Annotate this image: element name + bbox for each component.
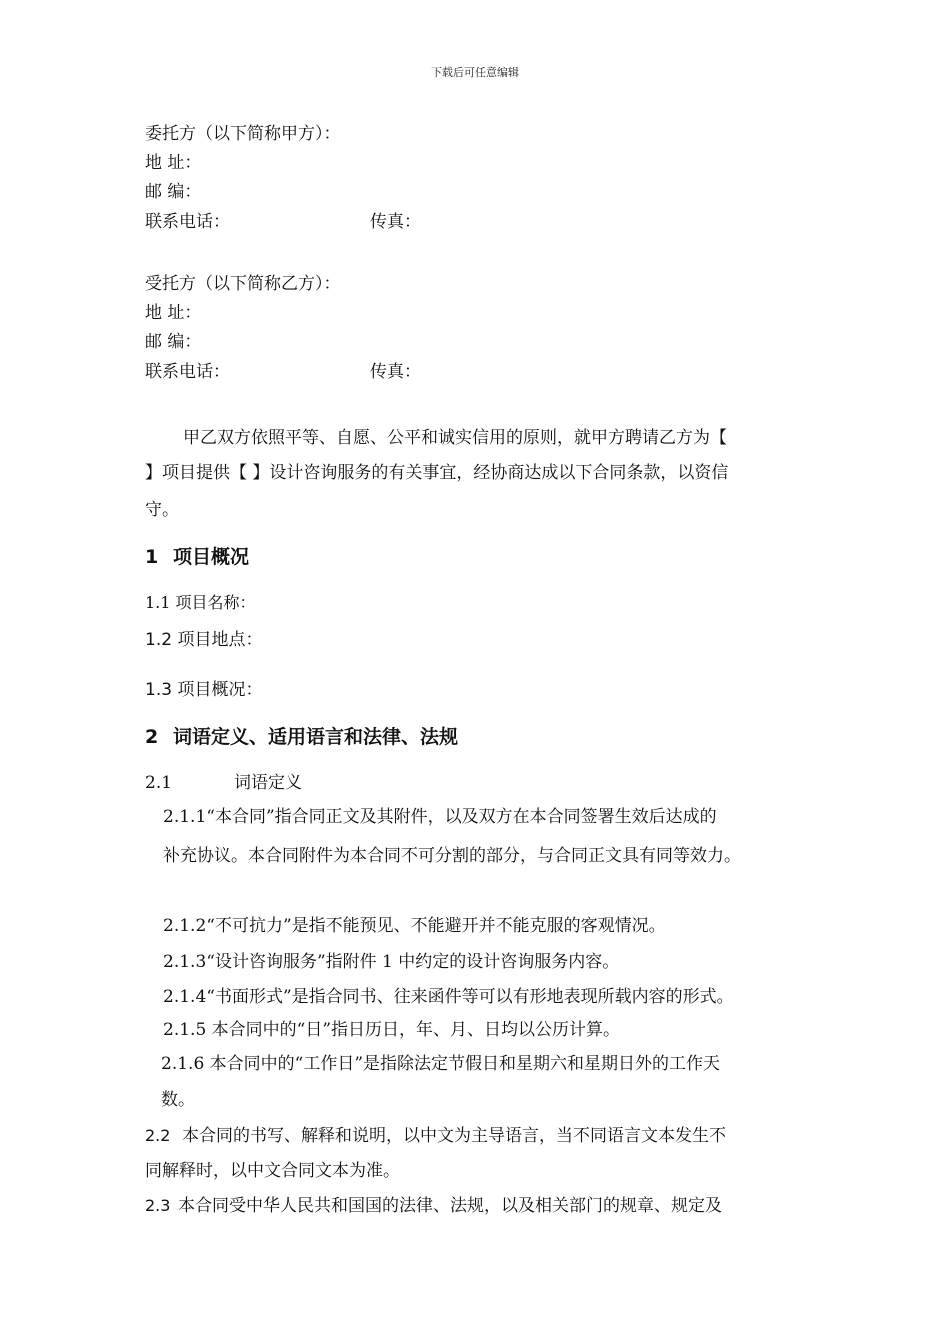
party-a-fax: 传真： [370,212,421,232]
section-2-title: 词语定义、适用语言和法律、法规 [173,726,459,748]
subsection-2-1-title: 词语定义 [234,773,302,793]
clause-2-2-line-1: 本合同的书写、解释和说明，以中文为主导语言，当不同语言文本发生不 [182,1126,726,1146]
party-b-phone: 联系电话： [145,362,230,382]
item-1-2: 1.2 项目地点： [145,630,263,650]
section-1-number: 1 [145,546,159,568]
def-2-1-1-line-2: 补充协议。本合同附件为本合同不可分割的部分，与合同正文具有同等效力。 [163,846,741,866]
def-2-1-1-line-1: 2.1.1“本合同”指合同正文及其附件，以及双方在本合同签署生效后达成的 [163,807,717,827]
party-b-fax: 传真： [370,362,421,382]
clause-2-3-number: 2.3 [145,1196,171,1215]
party-b-postcode: 邮 编： [145,332,202,352]
party-a-title: 委托方（以下简称甲方）： [145,124,341,144]
clause-2-2-line-2: 同解释时，以中文合同文本为准。 [145,1161,400,1181]
def-2-1-5: 2.1.5 本合同中的“日”指日历日，年、月、日均以公历计算。 [163,1020,621,1040]
item-1-3: 1.3 项目概况： [145,680,263,700]
def-2-1-3: 2.1.3“设计咨询服务”指附件 1 中约定的设计咨询服务内容。 [163,952,620,972]
def-2-1-4: 2.1.4“书面形式”是指合同书、往来函件等可以有形地表现所载内容的形式。 [163,987,734,1007]
intro-line-1: 甲乙双方依照平等、自愿、公平和诚实信用的原则，就甲方聘请乙方为【 [183,428,727,448]
party-a-phone: 联系电话： [145,212,230,232]
section-1-title: 项目概况 [173,546,250,568]
def-2-1-6-line-1: 2.1.6 本合同中的“工作日”是指除法定节假日和星期六和星期日外的工作天 [161,1054,721,1074]
intro-line-3: 守。 [145,500,179,520]
def-2-1-2: 2.1.2“不可抗力”是指不能预见、不能避开并不能克服的客观情况。 [163,916,666,936]
section-1-heading [145,542,249,569]
party-b-title: 受托方（以下简称乙方）： [145,274,341,294]
clause-2-2-number: 2.2 [145,1126,171,1145]
party-a-postcode: 邮 编： [145,182,202,202]
page-header: 下载后可任意编辑 [431,66,519,79]
intro-line-2: 】项目提供【 】设计咨询服务的有关事宜，经协商达成以下合同条款，以资信 [145,463,729,483]
item-1-1: 1.1 项目名称： [145,593,256,612]
section-2-number: 2 [145,726,159,748]
party-a-address: 地 址： [145,153,202,173]
party-b-address: 地 址： [145,303,202,323]
subsection-2-1-number: 2.1 [145,773,173,793]
def-2-1-6-line-2: 数。 [161,1090,195,1110]
section-2-heading [145,722,458,749]
clause-2-3-line-1: 本合同受中华人民共和国国的法律、法规，以及相关部门的规章、规定及 [178,1196,722,1216]
